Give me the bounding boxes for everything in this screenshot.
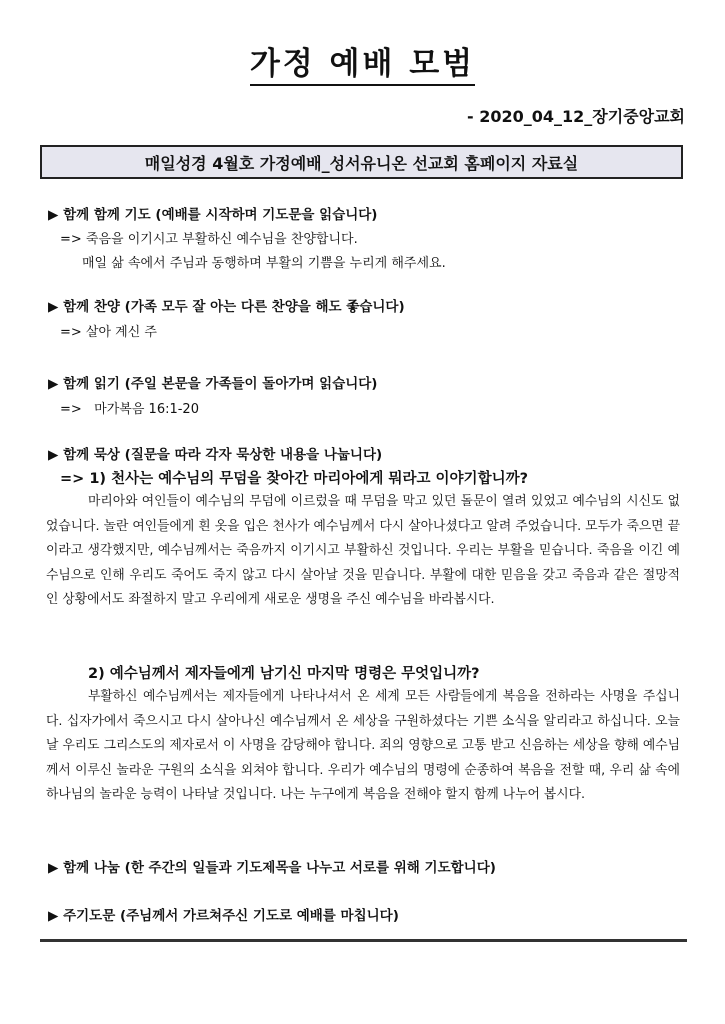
meditation-answer-2: 부활하신 예수님께서는 제자들에게 나타나셔서 온 세계 모든 사람들에게 복음을 전하라는 사명을 주십니다. 십자가에서 죽으시고 다시 살아나신 예수님께서 온 세상을 구원하셨다는 기쁜 소식을 알리라고 하십니다. 오늘날 우리도 그리스도의 제자로서 이 사명을 감당해야 합니다. 죄의 영향으로 고통 받고 신음하는 세상을 향해 예수님께서 이루신 놀라운 구원의 소식을 외쳐야 합니다. 우리가 예수님의 명령에 순종하여 복음을 전할 때, 우리 삶 속에 하나님의 놀라운 능력이 나타날 것입니다. 나는 누구에게 복음을 전해야 할지 함께 나누어 봅시다.	[46, 689, 680, 802]
section-sharing-header: ▶ 함께 나눔 (한 주간의 일들과 기도제목을 나누고 서로를 위해 기도합니다)	[48, 860, 496, 876]
section-praise-header: ▶ 함께 찬양 (가족 모두 잘 아는 다른 찬양을 해도 좋습니다)	[48, 299, 405, 315]
section-reading-header: ▶ 함께 읽기 (주일 본문을 가족들이 돌아가며 읽습니다)	[48, 376, 378, 392]
meditation-answer-1: 마리아와 여인들이 예수님의 무덤에 이르렀을 때 무덤을 막고 있던 돌문이 열려 있었고 예수님의 시신도 없었습니다. 놀란 여인들에게 흰 옷을 입은 천사가 예수님께서 다시 살아나셨다고 알려 주었습니다. 모두가 죽으면 끝이라고 생각했지만, 예수님께서는 죽음까지 이기시고 부활하신 것입니다. 우리는 부활을 믿습니다. 죽음을 이긴 예수님으로 인해 우리도 죽어도 죽지 않고 다시 살아날 것을 믿습니다. 부활에 대한 믿음을 갖고 죽음과 같은 절망적인 상황에서도 좌절하지 말고 우리에게 새로운 생명을 주신 예수님을 바라봅시다.	[46, 494, 680, 607]
source-banner	[40, 145, 683, 179]
section-meditation-header: ▶ 함께 묵상 (질문을 따라 각자 묵상한 내용을 나눕니다)	[48, 447, 383, 463]
praise-line-1: => 살아 계신 주	[60, 325, 157, 340]
prayer-line-2: 매일 삶 속에서 주님과 동행하며 부활의 기쁨을 누리게 해주세요.	[82, 256, 446, 271]
section-lords-prayer-header: ▶ 주기도문 (주님께서 가르쳐주신 기도로 예배를 마칩니다)	[48, 908, 399, 924]
section-prayer-header: ▶ 함께 함께 기도 (예배를 시작하며 기도문을 읽습니다)	[48, 207, 378, 223]
page-title	[0, 38, 725, 83]
meditation-question-2: 2) 예수님께서 제자들에게 남기신 마지막 명령은 무엇입니까?	[88, 666, 480, 682]
source-banner-text: 매일성경 4월호 가정예배_성서유니온 선교회 홈페이지 자료실	[144, 153, 579, 173]
meditation-question-1: => 1) 천사는 예수님의 무덤을 찾아간 마리아에게 뭐라고 이야기합니까?	[60, 471, 528, 487]
page-title-text: 가정 예배 모범	[250, 46, 475, 86]
prayer-line-1: => 죽음을 이기시고 부활하신 예수님을 찬양합니다.	[60, 232, 358, 247]
reading-line-1: => 마가복음 16:1-20	[60, 402, 199, 417]
bottom-divider	[40, 939, 687, 942]
date-line: - 2020_04_12_장기중앙교회	[466, 107, 685, 126]
